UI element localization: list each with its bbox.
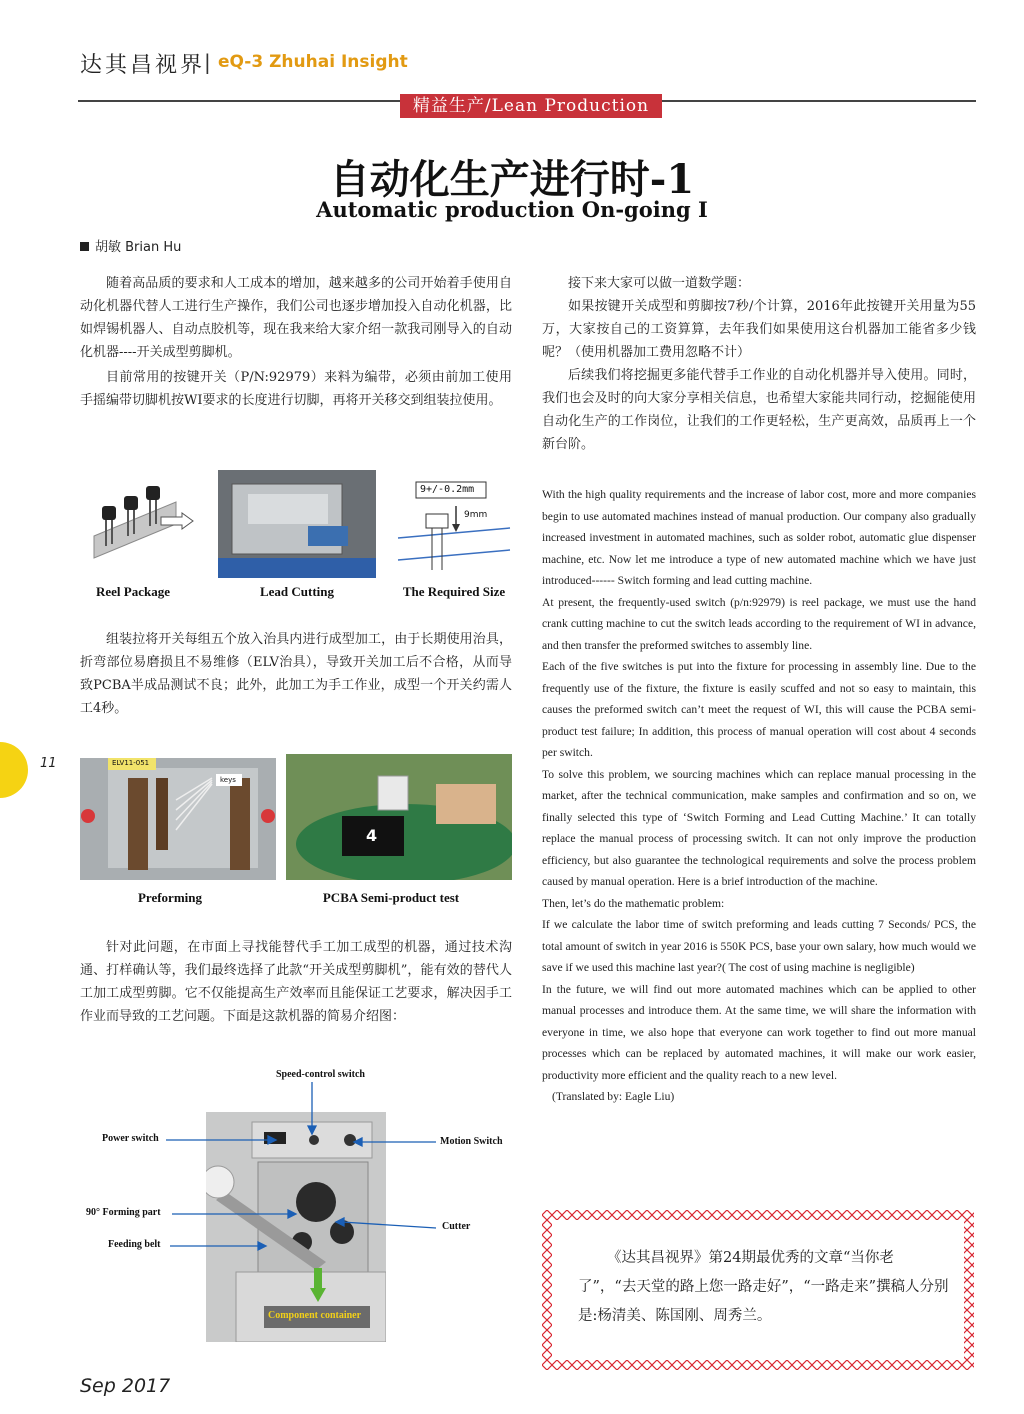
author-line — [80, 236, 181, 255]
pcba-test-image — [286, 754, 512, 880]
size-arrow-label: 9mm — [464, 510, 488, 520]
paragraph-cn-7: 后续我们将挖掘更多能代替手工作业的自动化机器并导入使用。同时，我们也会及时的向大家分享相关信息，也希望大家能共同行动，挖掘能使用自动化生产的工作岗位，让我们的工作更轻松，生产更高效，品质再上一个新台阶。 — [542, 368, 976, 452]
preforming-image — [80, 758, 276, 880]
callout-speed-control: Speed-control switch — [276, 1069, 365, 1080]
article-title-en: Automatic production On-going Ⅰ — [316, 197, 708, 222]
author-name: 胡敏 Brian Hu — [95, 240, 182, 255]
issue-date: Sep 2017 — [80, 1375, 171, 1397]
brand-en: eQ-3 Zhuhai Insight — [218, 52, 408, 72]
brand-cn: 达其昌视界 — [80, 53, 206, 78]
right-column-en — [542, 484, 976, 1108]
paragraph-en-7: In the future, we will find out more automated machines which can be applied to other manual processes and introduce them. At the same time, we will share the information with everyone in time, we also hope that everyone can work together to find out more manual processes which can be replaced by automated machines, it will make our work easier, productivity more efficient and the quality reach to a new level. — [542, 982, 976, 1082]
paragraph-en-1: With the high quality requirements and the increase of labor cost, more and more companies begin to use automated machines instead of manual production. Our company also gradually increased investment in automated machines, such as solder robot, automatic glue dispenser machine, etc. Now let me introduce a type of new automated machine which we have just introduced------ Switch forming and lead cutting machine. — [542, 488, 976, 587]
size-tolerance-label: 9+/-0.2mm — [420, 484, 475, 495]
paragraph-cn-6: 如果按键开关成型和剪脚按7秒/个计算，2016年此按键开关用量为55万，大家按自己的工资算算，去年我们如果使用这台机器加工能省多少钱呢？（使用机器加工费用忽略不计） — [542, 299, 976, 360]
notice-text: 《达其昌视界》第24期最优秀的文章“当你老了”，“去天堂的路上您一路走好”，“一路走来”撰稿人分别是:杨清美、陈国刚、周秀兰。 — [578, 1250, 949, 1324]
callout-feeding-belt: Feeding belt — [108, 1239, 161, 1250]
left-column-top — [80, 272, 512, 412]
bullet-square-icon — [80, 242, 89, 251]
component-container-label: Component container — [268, 1310, 362, 1321]
paragraph-cn-1: 随着高品质的要求和人工成本的增加，越来越多的公司开始着手使用自动化机器代替人工进行生产操作，我们公司也逐步增加投入自动化机器，比如焊锡机器人、自动点胶机等，现在我来给大家介绍一款我司刚导入的自动化机器----开关成型剪脚机。 — [80, 276, 512, 360]
paragraph-en-3: Each of the five switches is put into the fixture for processing in assembly line. Due to the frequently use of the fixture, the fixture is easily scuffed and not so easy to maintain, this causes the preformed switch can’t meet the request of WI, this will cause the PCBA semi-product test failure; In addition, this process of manual operation will cost about 4 seconds per switch. — [542, 660, 976, 759]
fixture-label: ELV11-051 — [112, 759, 150, 767]
left-column-bottom — [80, 936, 512, 1028]
pcba-number: 4 — [366, 826, 378, 845]
callout-motion-switch: Motion Switch — [440, 1136, 503, 1147]
article-title-cn: 自动化生产进行时-1 — [329, 156, 695, 203]
callout-forming-part: 90° Forming part — [86, 1207, 161, 1218]
paragraph-en-2: At present, the frequently-used switch (p/n:92979) is reel package, we must use the hand crank cutting machine to cut the switch leads according to the requirement of WI in advance, and then transfer the preformed switches to assembly line. — [542, 595, 976, 652]
caption-pcba-test: PCBA Semi-product test — [322, 890, 460, 905]
page-marker — [0, 742, 28, 798]
page-number: 11 — [40, 756, 57, 771]
caption-reel-package: Reel Package — [95, 584, 170, 599]
paragraph-cn-3: 组装拉将开关每组五个放入治具内进行成型加工，由于长期使用治具，折弯部位易磨损且不易维修（ELV治具），导致开关加工后不合格，从而导致PCBA半成品测试不良；此外，此加工为手工作业，成型一个开关约需人工4秒。 — [80, 632, 512, 716]
callout-power-switch: Power switch — [102, 1133, 159, 1144]
paragraph-cn-5: 接下来大家可以做一道数学题： — [568, 276, 751, 291]
caption-lead-cutting: Lead Cutting — [259, 584, 335, 599]
section-tag: 精益生产/Lean Production — [400, 94, 662, 118]
required-size-image — [396, 470, 512, 578]
brand-separator: | — [204, 50, 211, 74]
translator-credit: (Translated by: Eagle Liu) — [552, 1090, 675, 1103]
left-column-middle — [80, 628, 512, 720]
callout-cutter: Cutter — [442, 1221, 471, 1232]
paragraph-en-6: If we calculate the labor time of switch preforming and leads cutting 7 Seconds/ PCS, the total amount of switch in year 2016 is 550K PCS, base your own salary, how much would we save if we used this machine last year?( The cost of using machine is negligible) — [542, 918, 976, 974]
paragraph-en-5: Then, let’s do the mathematic problem: — [542, 896, 725, 910]
keys-label: keys — [220, 776, 236, 784]
right-column-cn — [542, 272, 976, 456]
paragraph-cn-4: 针对此问题，在市面上寻找能替代手工加工成型的机器，通过技术沟通、打样确认等，我们最终选择了此款“开关成型剪脚机”，能有效的替代人工加工成型剪脚。它不仅能提高生产效率而且能保证工艺要求，解决因手工作业而导致的工艺问题。下面是这款机器的简易介绍图： — [80, 940, 512, 1024]
lead-cutting-image — [218, 470, 376, 578]
caption-required-size: The Required Size — [402, 584, 506, 599]
arrow-right-icon — [160, 512, 194, 534]
caption-preforming: Preforming — [137, 890, 203, 905]
paragraph-cn-2: 目前常用的按键开关（P/N:92979）来料为编带，必须由前加工使用手摇编带切脚机按WI要求的长度进行切脚，再将开关移交到组装拉使用。 — [80, 370, 512, 408]
paragraph-en-4: To solve this problem, we sourcing machines which can replace manual processing in the market, after the technical communication, make samples and confirmation and so on, we finally selected this type of ‘Switch Forming and Lead Cutting Machine.’ It can totally replace the manual process of processing switch. It can not only improve the production efficiency, but also guarantee the technological requirements and solve the process problem caused by manual operation. Here is a brief introduction of the machine. — [542, 767, 976, 888]
